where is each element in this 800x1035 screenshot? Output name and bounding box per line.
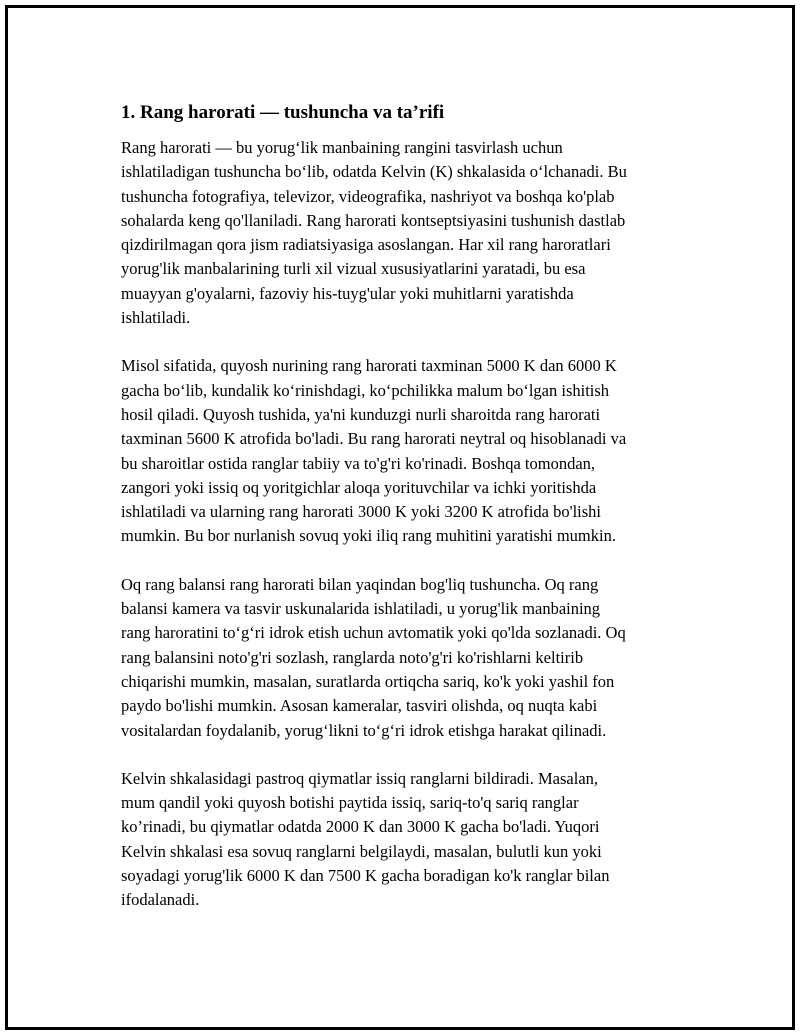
text-line: taxminan 5600 K atrofida bo'ladi. Bu rang harorati neytral oq hisoblanadi va <box>121 429 627 449</box>
text-line: hosil qiladi. Quyosh tushida, ya'ni kunduzgi nurli sharoitda rang harorati <box>121 404 601 424</box>
text-line: gacha bo‘lib, kundalik ko‘rinishdagi, ko‘pchilikka malum bo‘lgan ishitish <box>121 380 610 400</box>
section-heading: 1. Rang harorati — tushuncha va ta’rifi <box>121 102 445 123</box>
text-line: qizdirilmagan qora jism radiatsiyasiga asoslangan. Har xil rang haroratlari <box>121 235 611 255</box>
text-line: vositalardan foydalanib, yorug‘likni to‘g‘ri idrok etishga harakat qilinadi. <box>121 720 607 740</box>
text-line: Rang harorati — bu yorug‘lik manbaining rangini tasvirlash uchun <box>121 138 563 157</box>
paragraph-2 <box>121 354 701 548</box>
paragraph-1 <box>121 136 701 330</box>
text-line: rang balansini noto'g'ri sozlash, ranglarda noto'g'ri ko'rishlarni keltirib <box>121 647 584 667</box>
text-line: ishlatiladi. <box>121 308 191 328</box>
text-line: balansi kamera va tasvir uskunalarida ishlatiladi, u yorug'lik manbaining <box>121 599 601 619</box>
paragraph-4 <box>121 767 701 913</box>
text-line: ishlatiladi va ularning rang harorati 3000 K yoki 3200 K atrofida bo'lishi <box>121 502 601 522</box>
text-line: zangori yoki issiq oq yoritgichlar aloqa yorituvchilar va ichki yoritishda <box>121 477 597 497</box>
text-line: tushuncha fotografiya, televizor, videografika, nashriyot va boshqa ko'plab <box>121 186 615 206</box>
text-line: chiqarishi mumkin, masalan, suratlarda ortiqcha sariq, ko'k yoki yashil fon <box>121 671 615 691</box>
text-line: mum qandil yoki quyosh botishi paytida issiq, sariq-to'q sariq ranglar <box>121 793 579 813</box>
text-line: paydo bo'lishi mumkin. Asosan kameralar, tasviri olishda, oq nuqta kabi <box>121 696 598 716</box>
text-line: muayyan g'oyalarni, fazoviy his-tuyg'ular yoki muhitlarni yaratishda <box>121 283 574 303</box>
text-line: mumkin. Bu bor nurlanish sovuq yoki iliq rang muhitini yaratishi mumkin. <box>121 526 616 546</box>
page-frame <box>5 5 795 1030</box>
text-line: Kelvin shkalasidagi pastroq qiymatlar issiq ranglarni bildiradi. Masalan, <box>121 768 599 788</box>
document-body <box>121 100 701 937</box>
text-line: sohalarda keng qo'llaniladi. Rang harorati kontseptsiyasini tushunish dastlab <box>121 210 626 230</box>
text-line: soyadagi yorug'lik 6000 K dan 7500 K gacha boradigan ko'k ranglar bilan <box>121 866 610 886</box>
text-line: Oq rang balansi rang harorati bilan yaqindan bog'liq tushuncha. Oq rang <box>121 574 599 594</box>
text-line: yorug'lik manbalarining turli xil vizual xususiyatlarini yaratadi, bu esa <box>121 259 586 279</box>
text-line: bu sharoitlar ostida ranglar tabiiy va to'g'ri ko'rinadi. Boshqa tomondan, <box>121 453 596 473</box>
text-line: ifodalanadi. <box>121 890 200 910</box>
text-line: ko’rinadi, bu qiymatlar odatda 2000 K dan 3000 K gacha bo'ladi. Yuqori <box>121 817 600 837</box>
text-line: ishlatiladigan tushuncha bo‘lib, odatda Kelvin (K) shkalasida o‘lchanadi. Bu <box>121 162 627 182</box>
text-line: Misol sifatida, quyosh nurining rang harorati taxminan 5000 K dan 6000 K <box>121 356 617 376</box>
paragraph-3 <box>121 573 701 743</box>
text-line: Kelvin shkalasi esa sovuq ranglarni belgilaydi, masalan, bulutli kun yoki <box>121 841 602 861</box>
text-line: rang haroratini to‘g‘ri idrok etish uchun avtomatik yoki qo'lda sozlanadi. Oq <box>121 623 626 643</box>
